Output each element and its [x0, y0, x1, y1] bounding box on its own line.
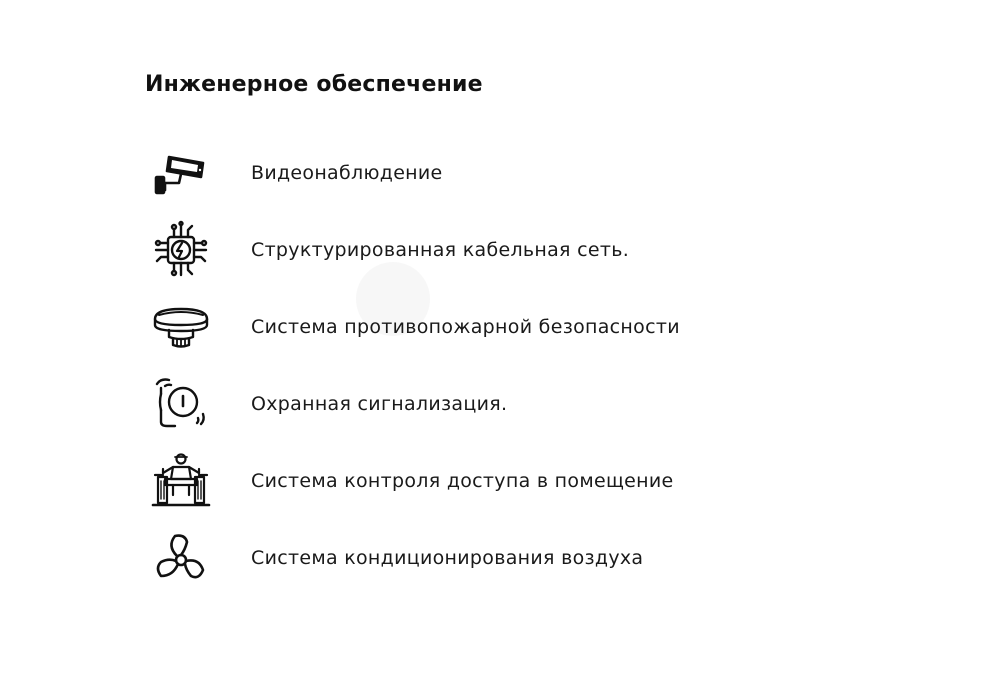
- item-label: Система кондиционирования воздуха: [251, 547, 644, 569]
- item-label: Видеонаблюдение: [251, 162, 443, 184]
- item-label: Охранная сигнализация.: [251, 393, 508, 415]
- list-item-structured-cabling: [150, 217, 850, 283]
- circuit-chip-icon: [150, 219, 212, 281]
- cctv-camera-icon: [150, 142, 212, 204]
- list-item-air-conditioning: [150, 525, 850, 591]
- item-label: Система контроля доступа в помещение: [251, 470, 674, 492]
- alarm-bell-icon: [150, 373, 212, 435]
- list-item-access-control: [150, 448, 850, 514]
- list-item-fire-safety: [150, 294, 850, 360]
- item-label: Система противопожарной безопасности: [251, 316, 680, 338]
- list-item-security-alarm: [150, 371, 850, 437]
- access-turnstile-icon: [150, 450, 212, 512]
- smoke-detector-icon: [150, 296, 212, 358]
- fan-icon: [150, 527, 212, 589]
- item-label: Структурированная кабельная сеть.: [251, 239, 630, 261]
- list-item-video-surveillance: [150, 140, 850, 206]
- page-title: Инженерное обеспечение: [145, 72, 483, 97]
